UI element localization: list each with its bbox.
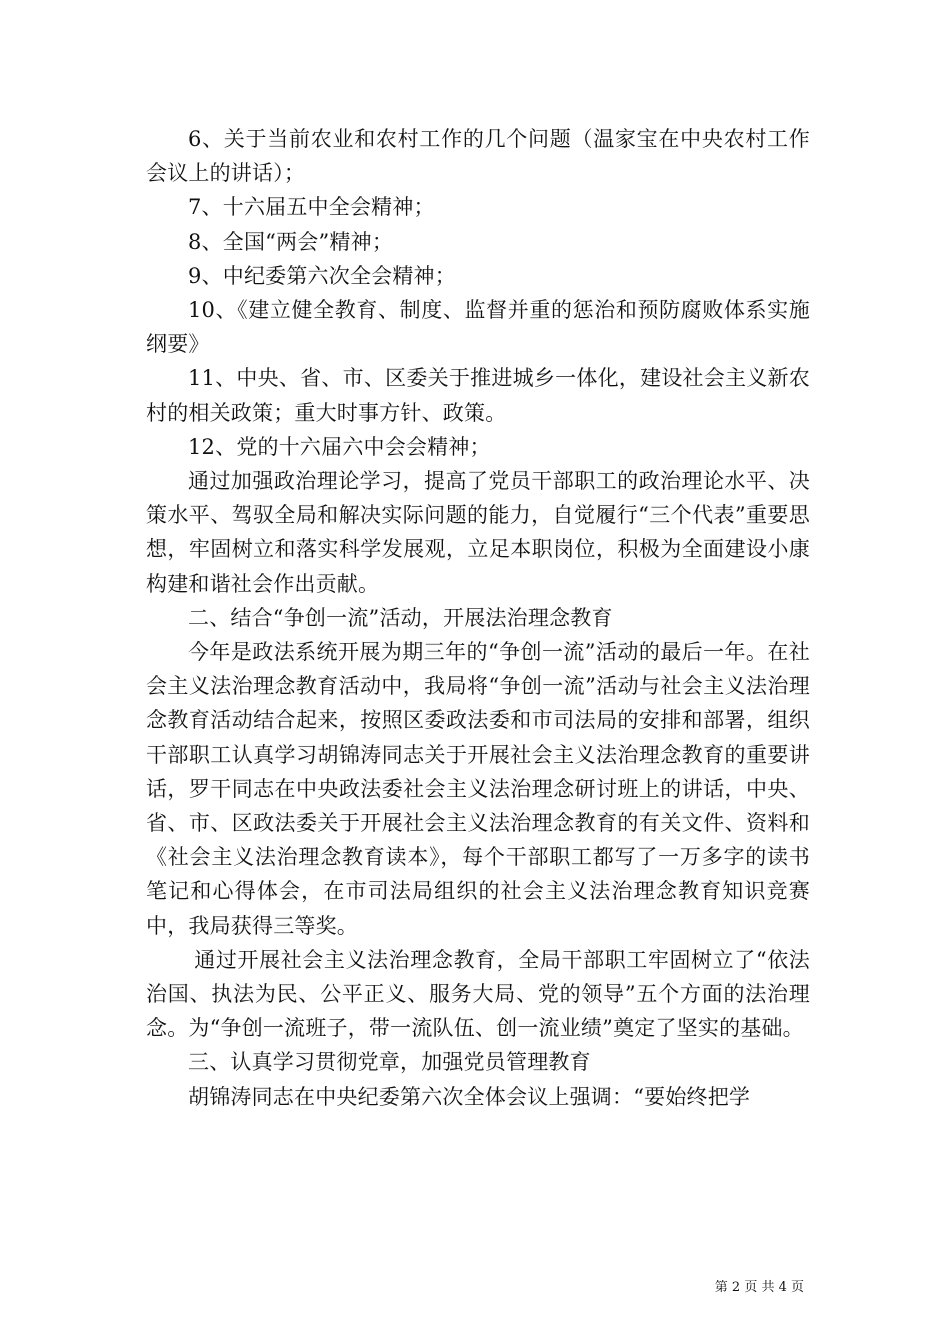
page-number-footer: 第 2 页 共 4 页 [714, 1280, 804, 1295]
paragraph-item-7: 7、十六届五中全会精神； [188, 195, 435, 220]
section-heading-3: 三、认真学习贯彻党章，加强党员管理教育 [188, 1050, 591, 1075]
paragraph-item-6: 6、关于当前农业和农村工作的几个问题（温家宝在中央农村工作会议上的讲话）； [146, 127, 810, 186]
section-heading-2: 二、结合“争创一流”活动，开展法治理念教育 [188, 605, 613, 630]
paragraph-item-8: 8、全国“两会”精神； [188, 229, 394, 254]
paragraph-rule-of-law-result: 通过开展社会主义法治理念教育，全局干部职工牢固树立了“依法治国、执法为民、公平正义、服务大局、党的领导”五个方面的法治理念。为“争创一流班子，带一流队伍、创一流业绩”奠定了坚实的基础。 [146, 947, 810, 1041]
paragraph-rule-of-law-education: 今年是政法系统开展为期三年的“争创一流”活动的最后一年。在社会主义法治理念教育活动中，我局将“争创一流”活动与社会主义法治理念教育活动结合起来，按照区委政法委和市司法局的安排和部署，组织干部职工认真学习胡锦涛同志关于开展社会主义法治理念教育的重要讲话，罗干同志在中央政法委社会主义法治理念研讨班上的讲话，中央、省、市、区政法委关于开展社会主义法治理念教育的有关文件、资料和《社会主义法治理念教育读本》，每个干部职工都写了一万多字的读书笔记和心得体会，在市司法局组织的社会主义法治理念教育知识竞赛中，我局获得三等奖。 [146, 640, 810, 938]
paragraph-party-constitution: 胡锦涛同志在中央纪委第六次全体会议上强调：“要始终把学 [188, 1084, 751, 1109]
paragraph-item-9: 9、中纪委第六次全会精神； [188, 263, 456, 288]
paragraph-theory-summary: 通过加强政治理论学习，提高了党员干部职工的政治理论水平、决策水平、驾驭全局和解决实际问题的能力，自觉履行“三个代表”重要思想，牢固树立和落实科学发展观，立足本职岗位，积极为全面建设小康构建和谐社会作出贡献。 [146, 469, 810, 596]
paragraph-item-12: 12、党的十六届六中会会精神； [188, 434, 491, 459]
paragraph-item-10: 10、《建立健全教育、制度、监督并重的惩治和预防腐败体系实施纲要》 [146, 298, 810, 357]
paragraph-item-11: 11、中央、省、市、区委关于推进城乡一体化，建设社会主义新农村的相关政策；重大时事方针、政策。 [146, 366, 810, 425]
document-body [146, 122, 810, 1114]
